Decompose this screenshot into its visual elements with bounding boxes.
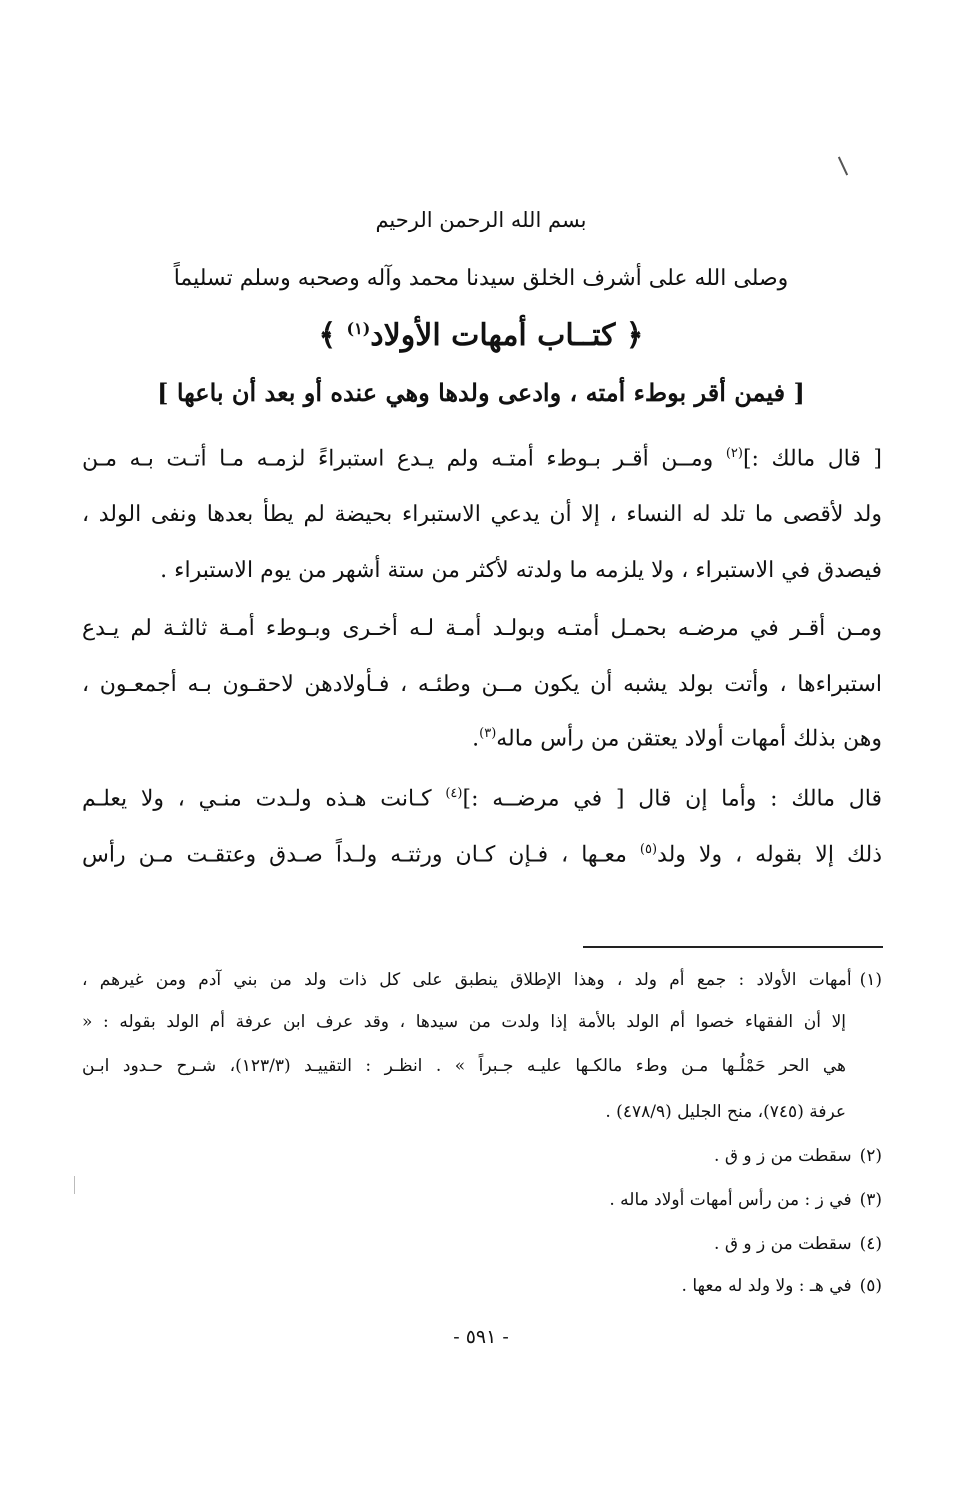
footnote-1-number: (١) (859, 970, 882, 990)
body-line-2: ولد لأقصى ما تلد له النساء ، إلا أن يدعي الاستبراء بحيضة لم يطأ بعدها ونفى الولد ، (82, 502, 882, 527)
body-line-5: استبراءها ، وأتت بولد يشبه أن يكون مــن وطئـه ، فـأولادهن لاحقـون بـه أجمعـون ، (82, 672, 882, 697)
body-line-7: قال مالك : وأما إن قال [ في مرضــه :]$^{(٤)}$ كـانت هـذه ولـدت منـي ، ولا يعلـم (82, 786, 882, 812)
footnote-5-number: (٥) (859, 1276, 882, 1296)
footnote-1-line-2: إلا أن الفقهاء خصوا أم الولد بالأمة إذا ولدت من سيدها ، وقد عرف ابن عرفة أم الولد بقوله : « (82, 1012, 846, 1032)
footnote-3-number: (٣) (859, 1190, 882, 1210)
salutation: وصلى الله على أشرف الخلق سيدنا محمد وآله وصحبه وسلم تسليماً (173, 266, 789, 291)
body-line-6: وهن بذلك أمهات أولاد يعتقن من رأس ماله$^{(٣)}$. (472, 726, 882, 752)
book-title-text: ﴿ كتــاب أمهات الأولاد (370, 318, 644, 353)
footnote-ref-2: (٢) (725, 446, 743, 461)
body-line-3: فيصدق في الاستبراء ، ولا يلزمه ما ولدته لأكثر من ستة أشهر من يوم الاستبراء . (160, 558, 882, 583)
footnote-1-line-3: هي الحر حَمْلُـها مـن وطء مالكـها عليـه جـبراً » . انظـر : التقييـد (١٢٣/٣)، شـرح حـدود ابـن (82, 1056, 846, 1076)
scan-artifact (74, 1176, 75, 1194)
footnote-2: (٢)سقطت من ز و ق . (714, 1146, 882, 1166)
book-title-close: ﴾ (318, 318, 347, 353)
book-title-note: (١) (346, 319, 371, 338)
footnote-4: (٤)سقطت من ز و ق . (714, 1234, 882, 1254)
body-line-4: ومـن أقـر في مرضـه بحمـل أمتـه وبولـد أمـة لـه أخـرى وبـوطء أمـة ثالثـة لم يـدع (82, 616, 882, 641)
book-title (0, 318, 962, 353)
footnote-2-number: (٢) (859, 1146, 882, 1166)
page-number: - ٥٩١ - (453, 1326, 509, 1348)
footnote-4-number: (٤) (859, 1234, 882, 1254)
chapter-heading: [ فيمن أقر بوطء أمته ، وادعى ولدها وهي عنده أو بعد أن باعها ] (157, 378, 805, 407)
body-line-8: ذلك إلا بقوله ، ولا ولد$^{(٥)}$ معـها ، فـإن كـان ورثتـه ولـداً صـدق وعتقـت مـن رأس (82, 842, 882, 868)
footnote-5: (٥)في هـ : ولا ولد له معها . (681, 1276, 882, 1296)
footnote-separator (583, 946, 883, 948)
body-line-1: [ قال مالك :]$^{(٢)}$ ومــن أقـر بـوطء أمتـه ولم يـدع استبراءً لزمـه مـا أتـت بـه مـن (82, 446, 882, 472)
footnote-1-line-4: عرفة (٧٤٥)، منح الجليل (٤٧٨/٩) . (605, 1102, 846, 1122)
corner-mark (838, 157, 848, 176)
footnote-1-line-1: (١)أمهات الأولاد : جمع أم ولد ، وهذا الإطلاق ينطبق على كل ذات ولد من بني آدم ومن غيرهم ، (82, 970, 882, 990)
footnote-3: (٣)في ز : من رأس أمهات أولاد ماله . (609, 1190, 882, 1210)
basmala: بسم الله الرحمن الرحيم (375, 208, 587, 232)
footnote-ref-4: (٤) (445, 786, 463, 801)
footnote-ref-3: (٣) (479, 726, 497, 741)
footnote-ref-5: (٥) (639, 842, 658, 857)
